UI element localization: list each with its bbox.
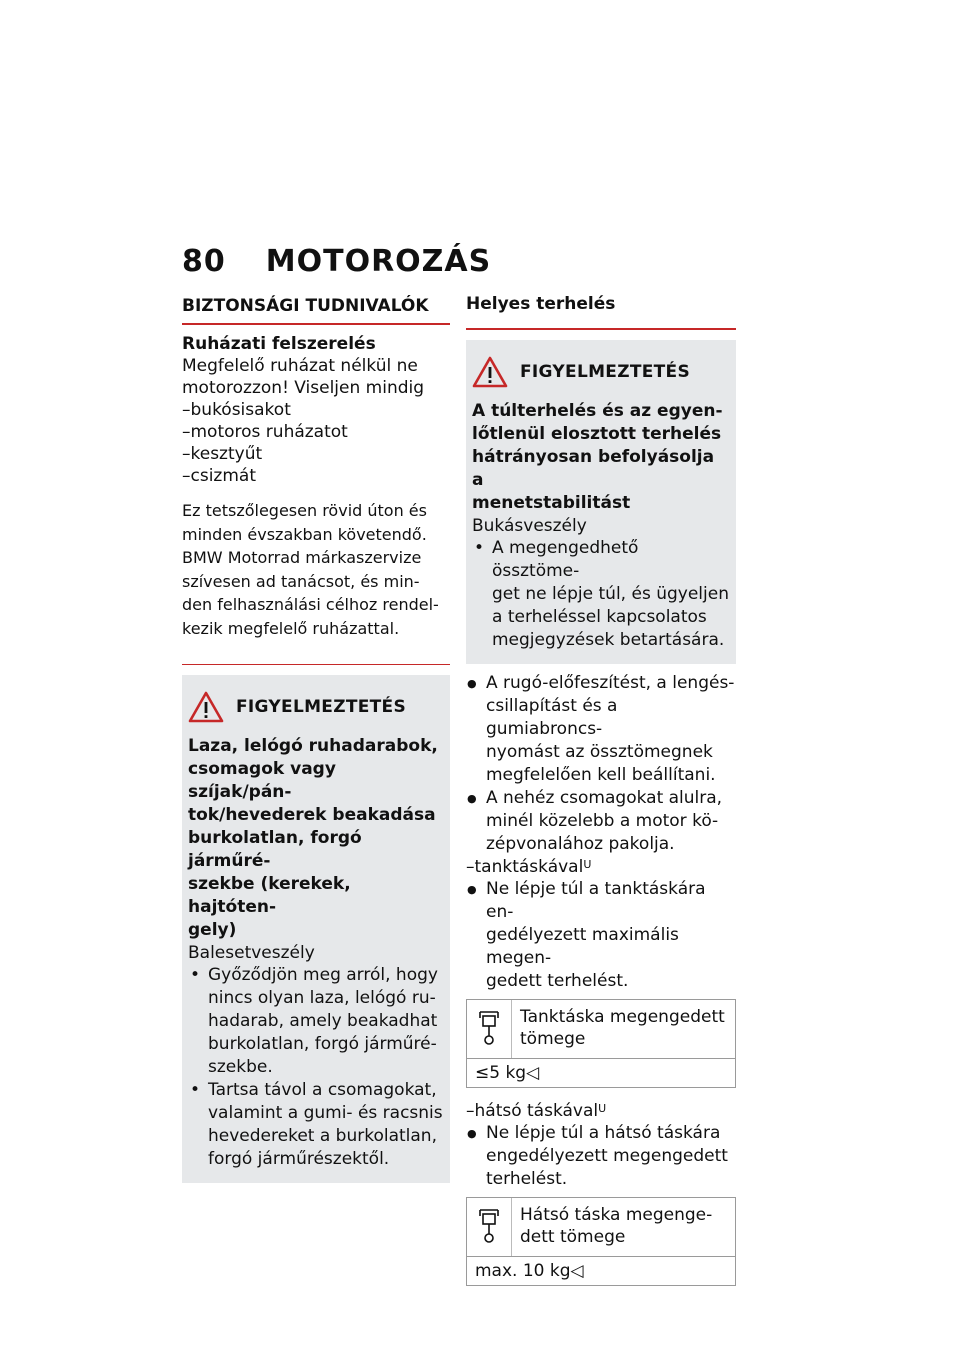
- option-mark: U: [583, 858, 592, 871]
- warning-danger: Bukásveszély: [472, 516, 587, 536]
- list-item: ● Ne lépje túl a hátsó táskára engedélyezett megengedett terhelést.: [466, 1122, 736, 1191]
- page-header: [182, 244, 491, 288]
- rear-bullets: [466, 1122, 736, 1191]
- section-heading-safety: BIZTONSÁGI TUDNIVALÓK: [182, 296, 450, 325]
- intro-line: Megfelelő ruházat nélkül ne: [182, 356, 418, 376]
- list-item: – kesztyűt: [182, 443, 450, 465]
- section-heading-loading: Helyes terhelés: [466, 290, 736, 330]
- table-label: Tanktáska megengedett tömege: [511, 1000, 731, 1058]
- warning-triangle-icon: [188, 691, 224, 723]
- table-label: Hátsó táska megenge- dett tömege: [511, 1198, 718, 1256]
- warning-bullets: [472, 537, 730, 652]
- list-item: ● Ne lépje túl a tanktáskára en- gedélyezett maximális megen- gedett terhelést.: [466, 878, 736, 993]
- warning-header: [472, 350, 730, 394]
- left-column: [182, 296, 450, 1183]
- list-item: – bukósisakot: [182, 399, 450, 421]
- warning-triangle-icon: [472, 356, 508, 388]
- table-value: ≤5 kg◁: [475, 1063, 540, 1083]
- sub-heading-clothing: Ruházati felszerelés: [182, 334, 376, 354]
- right-column: [466, 290, 736, 1286]
- warning-box-overload: [466, 340, 736, 664]
- warning-header: [188, 685, 444, 729]
- list-item: • A megengedhető össztöme- get ne lépje túl, és ügyeljen a terheléssel kapcsolatos megjegyzések betartására.: [472, 537, 730, 652]
- rear-bag-weight-table: [466, 1197, 736, 1286]
- table-value: max. 10 kg◁: [475, 1261, 584, 1281]
- warning-danger: Balesetveszély: [188, 943, 315, 963]
- intro-line: motorozzon! Viseljen mindig: [182, 378, 425, 398]
- weight-scale-icon: [474, 1008, 504, 1048]
- loading-bullets: [466, 672, 736, 856]
- warning-bullets: [188, 964, 444, 1171]
- list-item: • Tartsa távol a csomagokat, valamint a gumi- és racsnis hevedereket a burkolatlan, forgó járműrészektől.: [188, 1079, 444, 1171]
- tank-bag-label: – tanktáskával$^U$: [466, 856, 736, 878]
- tank-bullets: [466, 878, 736, 993]
- tank-bag-weight-table: [466, 999, 736, 1088]
- warning-title: FIGYELMEZTETÉS: [236, 697, 406, 717]
- table-header: [467, 1000, 735, 1059]
- divider: [182, 664, 450, 665]
- weight-scale-icon: [474, 1206, 504, 1246]
- list-item: ● A nehéz csomagokat alulra, minél közelebb a motor kö- zépvonalához pakolja.: [466, 787, 736, 856]
- list-item: – motoros ruházatot: [182, 421, 450, 443]
- warning-hazard: A túlterhelés és az egyen- lőtlenül elosztott terhelés hátrányosan befolyásolja a menetstabilitást: [472, 401, 723, 513]
- rear-bag-label: – hátsó táskával$^U$: [466, 1100, 736, 1122]
- advice-paragraph: Ez tetszőlegesen rövid úton és minden évszakban követendő. BMW Motorrad márkaszervize szívesen ad tanácsot, és min- den felhasználási célhoz rendel- kezik megfelelő ruházattal.: [182, 501, 439, 638]
- warning-title: FIGYELMEZTETÉS: [520, 362, 690, 382]
- list-item: ● A rugó-előfeszítést, a lengés- csillapítást és a gumiabroncs- nyomást az össztömegnek megfelelően kell beállítani.: [466, 672, 736, 787]
- list-item: • Győződjön meg arról, hogy nincs olyan laza, lelógó ru- hadarab, amely beakadhat burkolatlan, forgó járműré- szekbe.: [188, 964, 444, 1079]
- page-number: 80: [182, 244, 226, 279]
- option-mark: U: [598, 1102, 607, 1115]
- table-header: [467, 1198, 735, 1257]
- warning-hazard: Laza, lelógó ruhadarabok, csomagok vagy szíjak/pán- tok/hevederek beakadása burkolatlan, forgó járműré- szekbe (kerekek, hajtóten- gely): [188, 736, 438, 940]
- list-item: – csizmát: [182, 465, 450, 487]
- chapter-title: MOTOROZÁS: [265, 244, 492, 279]
- warning-box-loose-items: [182, 675, 450, 1183]
